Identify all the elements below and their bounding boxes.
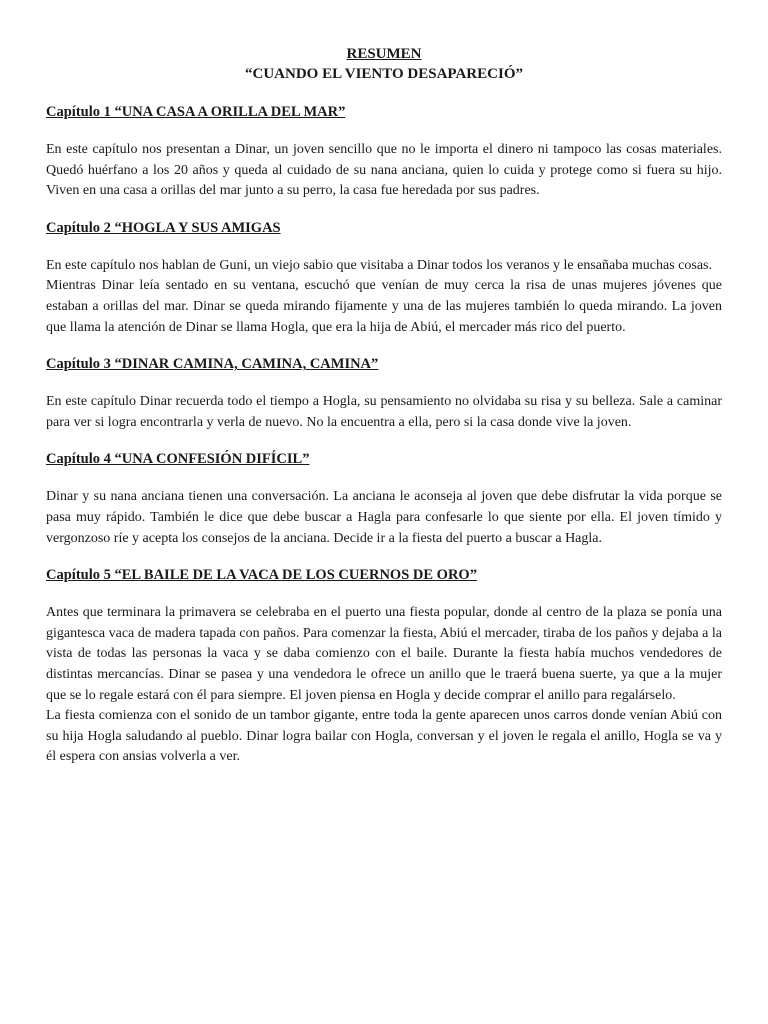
title-line-1: RESUMEN bbox=[346, 46, 422, 62]
chapter-3 bbox=[46, 354, 722, 433]
chapter-heading: Capítulo 2 “HOGLA Y SUS AMIGAS bbox=[46, 219, 281, 236]
title-line-2: “CUANDO EL VIENTO DESAPARECIÓ” bbox=[245, 66, 523, 82]
paragraph: Mientras Dinar leía sentado en su ventana, escuchó que venían de muy cerca la risa de unas mujeres jóvenes que estaban a orillas del mar. Dinar se queda mirando fijamente y una de las mujeres también lo queda mirando. La joven que llama la atención de Dinar se llama Hogla, que era la hija de Abiú, el mercader más rico del puerto. bbox=[46, 278, 722, 335]
chapter-body bbox=[46, 392, 722, 433]
chapter-4 bbox=[46, 449, 722, 549]
chapter-1 bbox=[46, 102, 722, 202]
chapter-body bbox=[46, 487, 722, 549]
document-page bbox=[46, 44, 722, 768]
chapter-heading: Capítulo 5 “EL BAILE DE LA VACA DE LOS CUERNOS DE ORO” bbox=[46, 567, 477, 584]
paragraph: La fiesta comienza con el sonido de un tambor gigante, entre toda la gente aparecen unos carros donde venían Abiú con su hija Hogla saludando al pueblo. Dinar logra bailar con Hogla, conversan y el joven le regala el anillo, Hogla se va y él espera con ansias volverla a ver. bbox=[46, 708, 722, 765]
paragraph: Dinar y su nana anciana tienen una conversación. La anciana le aconseja al joven que debe disfrutar la vida porque se pasa muy rápido. También le dice que debe buscar a Hagla para confesarle lo que siente por ella. El joven tímido y vergonzoso ríe y acepta los consejos de la anciana. Decide ir a la fiesta del puerto a buscar a Hagla. bbox=[46, 489, 722, 546]
chapter-body bbox=[46, 140, 722, 202]
document-title bbox=[46, 44, 722, 84]
paragraph: En este capítulo Dinar recuerda todo el tiempo a Hogla, su pensamiento no olvidaba su risa y su belleza. Sale a caminar para ver si logra encontrarla y verla de nuevo. No la encuentra a ella, pero si la casa donde vive la joven. bbox=[46, 394, 722, 430]
chapter-body bbox=[46, 256, 722, 338]
chapter-heading: Capítulo 3 “DINAR CAMINA, CAMINA, CAMINA” bbox=[46, 356, 379, 373]
chapter-body bbox=[46, 603, 722, 768]
paragraph: En este capítulo nos hablan de Guni, un viejo sabio que visitaba a Dinar todos los veranos y le ensañaba muchas cosas. bbox=[46, 257, 712, 273]
paragraph: En este capítulo nos presentan a Dinar, un joven sencillo que no le importa el dinero ni tampoco las cosas materiales. Quedó huérfano a los 20 años y queda al cuidado de su nana anciana, quien lo cuida y protege como si fuera su hijo. Viven en una casa a orillas del mar junto a su perro, la casa fue heredada por sus padres. bbox=[46, 142, 722, 199]
chapter-heading: Capítulo 4 “UNA CONFESIÓN DIFÍCIL” bbox=[46, 451, 310, 468]
chapter-heading: Capítulo 1 “UNA CASA A ORILLA DEL MAR” bbox=[46, 104, 346, 120]
paragraph: Antes que terminara la primavera se celebraba en el puerto una fiesta popular, donde al centro de la plaza se ponía una gigantesca vaca de madera tapada con paños. Para comenzar la fiesta, Abiú el mercader, tiraba de los paños y dejaba a la vista de todas las personas la vaca y se daba comienzo con el baile. Durante la fiesta había muchos vendedores de distintas mercancías. Dinar se pasea y una vendedora le ofrece un anillo que le traerá buena suerte, ya que a la mujer que se lo regale estará con él para siempre. El joven piensa en Hogla y decide comprar el anillo para regalárselo. bbox=[46, 605, 722, 703]
chapter-5 bbox=[46, 565, 722, 768]
chapter-2 bbox=[46, 218, 722, 338]
